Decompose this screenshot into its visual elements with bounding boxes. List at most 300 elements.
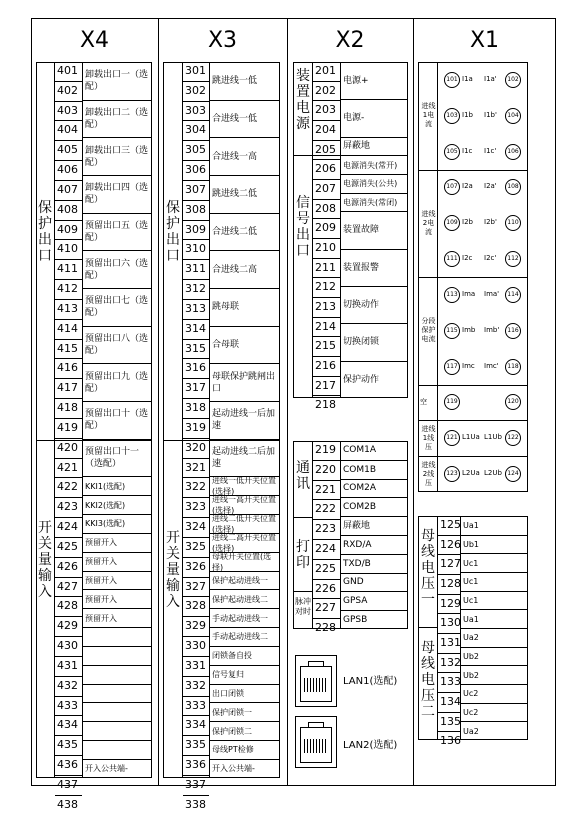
terminal-label: RXD/A [341, 535, 408, 554]
terminal-circle: 106 [505, 144, 521, 160]
terminal-number: 407 [55, 180, 82, 200]
terminal-number: 202 [313, 81, 340, 101]
terminal-number: 404 [55, 120, 82, 140]
terminal-number: 415 [55, 339, 82, 359]
terminal-signal: L1Ua [462, 433, 480, 442]
group-char: 电 [296, 100, 310, 116]
group-char: 关 [166, 546, 180, 562]
terminal-signal: Imb [462, 325, 476, 334]
terminal-number: 421 [55, 458, 82, 478]
terminal-label: COM1B [341, 460, 408, 479]
group-char: 输 [38, 568, 52, 584]
terminal-number: 309 [183, 220, 209, 240]
terminal-label: 电源消失(公共) [341, 174, 408, 193]
terminal-number: 221 [313, 480, 340, 500]
terminal-label: 装置报警 [341, 249, 408, 286]
group-char: 出 [166, 232, 180, 248]
header-x4: X4 [79, 28, 110, 53]
terminal-number: 325 [183, 537, 209, 557]
terminal-label: 合进线二低 [210, 213, 280, 251]
terminal-signal: I1c [462, 146, 473, 155]
terminal-circle: 104 [505, 108, 521, 124]
terminal-circle: 120 [505, 394, 521, 410]
terminal-signal: I1a' [484, 74, 497, 83]
terminal-label: COM1A [343, 445, 377, 456]
terminal-label: 跳进线二低 [210, 175, 280, 213]
terminal-circle: 112 [505, 251, 521, 267]
terminal-number: 318 [183, 398, 209, 418]
terminal-number: 410 [55, 239, 82, 259]
terminal-number: 127 [438, 554, 460, 574]
terminal-label: 母联开关位置(选择) [210, 552, 280, 571]
terminal-number: 322 [183, 477, 209, 497]
terminal-number: 328 [183, 596, 209, 616]
group-char: 出 [38, 232, 52, 248]
terminal-label: 进线二低开关位置(选择) [210, 514, 280, 533]
terminal-number: 210 [313, 238, 340, 258]
terminal-label: 预留出口六（选配） [83, 250, 152, 288]
group-char: 压 [421, 688, 435, 704]
terminal-number: 302 [183, 81, 209, 101]
x2-terminal-numbers-bottom [313, 441, 340, 638]
terminal-number: 401 [57, 64, 78, 77]
terminal-signal: I1b [462, 110, 473, 119]
terminal-label: 合母联 [210, 326, 280, 364]
terminal-label: KKI1(选配) [83, 476, 152, 495]
terminal-circle: 107 [444, 179, 460, 195]
terminal-number: 215 [313, 336, 340, 356]
terminal-number: 432 [55, 676, 82, 696]
terminal-number: 209 [313, 218, 340, 238]
terminal-number: 405 [55, 140, 82, 160]
x2-group-power [295, 68, 311, 132]
terminal-number: 212 [313, 277, 340, 297]
terminal-label: 保护闭锁一 [210, 702, 280, 721]
terminal-circle: 113 [444, 287, 460, 303]
x1-group-label: 进线1电流 [421, 102, 436, 129]
terminal-number: 402 [55, 81, 82, 101]
header-x1: X1 [469, 28, 500, 53]
group-char: 讯 [296, 476, 310, 492]
terminal-number: 417 [55, 378, 82, 398]
x1-group-label: 进线1线压 [421, 424, 436, 451]
terminal-number: 129 [438, 594, 460, 614]
terminal-label: Uc2 [461, 703, 528, 722]
group-char: 线 [421, 656, 435, 672]
group-char: 母 [421, 528, 435, 544]
terminal-number: 204 [313, 120, 340, 140]
terminal-label: Uc2 [461, 684, 528, 703]
group-char: 压 [421, 576, 435, 592]
terminal-signal: I2a [462, 182, 473, 191]
terminal-number: 219 [315, 443, 336, 456]
group-char: 电 [421, 672, 435, 688]
terminal-number: 324 [183, 517, 209, 537]
x2-comm-divider [293, 517, 312, 518]
terminal-signal: L2Ua [462, 469, 480, 478]
group-char: 口 [166, 248, 180, 264]
terminal-number: 331 [183, 656, 209, 676]
terminal-number: 305 [183, 140, 209, 160]
terminal-number: 433 [55, 696, 82, 716]
terminal-label: Ua2 [461, 721, 528, 740]
terminal-number: 336 [183, 755, 209, 775]
terminal-label: 母联保护跳闸出口 [210, 363, 280, 401]
terminal-label-empty [83, 646, 152, 665]
terminal-circle: 121 [444, 430, 460, 446]
terminal-circle: 119 [444, 394, 460, 410]
terminal-circle: 115 [444, 323, 460, 339]
terminal-label: 预留开入 [83, 552, 152, 571]
terminal-signal: I1b' [484, 110, 497, 119]
terminal-label: 预留开入 [83, 608, 152, 627]
terminal-number: 131 [438, 633, 460, 653]
lan2-label: LAN2(选配) [343, 740, 398, 751]
terminal-number: 128 [438, 574, 460, 594]
terminal-label: 预留开入 [83, 533, 152, 552]
x2-group-comm [295, 460, 311, 492]
terminal-label: 出口闭锁 [210, 684, 280, 703]
terminal-number: 327 [183, 577, 209, 597]
group-char: 号 [296, 211, 310, 227]
x4-group-switch-input [37, 520, 53, 600]
column-divider [158, 18, 159, 786]
x2-terminal-numbers-top [313, 62, 340, 415]
x4-terminal-numbers [55, 62, 82, 814]
terminal-label: 预留出口十一（选配） [83, 439, 152, 477]
terminal-label: 电源消失(常开) [341, 155, 408, 174]
terminal-number: 217 [313, 376, 340, 396]
terminal-number: 428 [55, 596, 82, 616]
terminal-number: 312 [183, 279, 209, 299]
terminal-label-empty [83, 665, 152, 684]
terminal-label: Uc1 [461, 591, 528, 610]
terminal-label: 合进线一高 [210, 137, 280, 175]
group-char: 二 [421, 704, 435, 720]
terminal-label: 闭锁备自投 [210, 646, 280, 665]
group-char: 一 [421, 592, 435, 608]
terminal-signal: I2b' [484, 218, 497, 227]
x4-group-protect-out [37, 200, 53, 264]
terminal-label: 跳进线一低 [212, 75, 258, 86]
terminal-number: 337 [183, 775, 209, 795]
terminal-number: 307 [183, 180, 209, 200]
x1-bus-terminal-labels [461, 516, 528, 740]
group-char: 打 [296, 539, 310, 555]
terminal-number: 228 [313, 618, 340, 638]
terminal-label: 保护动作 [341, 361, 408, 398]
x2-group-print [295, 539, 311, 571]
terminal-label: 卸载出口三（选配） [83, 137, 152, 175]
group-char: 出 [296, 227, 310, 243]
group-char: 入 [166, 594, 180, 610]
terminal-number: 311 [183, 259, 209, 279]
terminal-circle: 109 [444, 215, 460, 231]
terminal-label: 进线一低开关位置(选择) [210, 476, 280, 495]
terminal-number: 132 [438, 653, 460, 673]
terminal-number: 320 [183, 438, 209, 458]
terminal-label-empty [83, 740, 152, 759]
terminal-label: 预留出口八（选配） [83, 326, 152, 364]
terminal-number: 308 [183, 200, 209, 220]
terminal-circle: 118 [505, 359, 521, 375]
x1-bus-terminal-numbers [438, 516, 460, 751]
group-char: 量 [38, 552, 52, 568]
terminal-circle: 105 [444, 144, 460, 160]
terminal-number: 313 [183, 299, 209, 319]
group-char: 量 [166, 562, 180, 578]
terminal-label: 开入公共端- [210, 759, 280, 778]
terminal-number: 437 [55, 775, 82, 795]
terminal-number: 438 [55, 795, 82, 814]
terminal-number: 310 [183, 239, 209, 259]
terminal-label: 电源+ [343, 75, 369, 86]
terminal-label: KKI2(选配) [83, 495, 152, 514]
x1-group-bus2 [420, 640, 436, 720]
terminal-label: COM2B [341, 497, 408, 516]
terminal-label: 卸载出口二（选配） [83, 100, 152, 138]
terminal-label: Ua1 [461, 609, 528, 628]
x3-group-protect-out [165, 200, 181, 264]
terminal-number: 419 [55, 418, 82, 438]
terminal-signal: I2c' [484, 254, 497, 263]
terminal-signal: Imc [462, 361, 475, 370]
terminal-signal: Ima' [484, 289, 500, 298]
terminal-circle: 110 [505, 215, 521, 231]
terminal-label-empty [83, 721, 152, 740]
x1-group-label: 分段保护电流 [421, 317, 436, 344]
group-char: 输 [166, 578, 180, 594]
terminal-number: 222 [313, 499, 340, 519]
terminal-label: 卸载出口四（选配） [83, 175, 152, 213]
x2-group-signal-out [295, 195, 311, 259]
terminal-number: 317 [183, 378, 209, 398]
x1-group-label: 进线2电流 [421, 209, 436, 236]
terminal-number: 414 [55, 319, 82, 339]
terminal-signal: L2Ub [484, 469, 502, 478]
terminal-number: 133 [438, 672, 460, 692]
terminal-label-empty [83, 684, 152, 703]
terminal-label: 卸载出口一（选配） [85, 69, 149, 92]
x1-group-bus1 [420, 528, 436, 608]
terminal-label: 预留开入 [83, 589, 152, 608]
terminal-circle: 116 [505, 323, 521, 339]
terminal-label: 预留开入 [83, 571, 152, 590]
terminal-number: 208 [313, 199, 340, 219]
terminal-number: 412 [55, 279, 82, 299]
terminal-number: 306 [183, 160, 209, 180]
terminal-label: 预留出口五（选配） [83, 213, 152, 251]
terminal-number: 323 [183, 497, 209, 517]
terminal-label: 手动起动进线二 [210, 627, 280, 646]
terminal-label: Uc1 [461, 572, 528, 591]
terminal-number: 226 [313, 579, 340, 599]
group-char: 开 [166, 530, 180, 546]
terminal-number: 314 [183, 319, 209, 339]
group-char: 线 [421, 544, 435, 560]
terminal-label: 切换动作 [341, 286, 408, 323]
terminal-number: 301 [185, 64, 206, 77]
terminal-number: 206 [313, 159, 340, 179]
lan2-port [295, 716, 337, 768]
terminal-label: 起动进线一后加速 [210, 401, 280, 439]
terminal-number: 134 [438, 692, 460, 712]
x1-group-divider [418, 385, 528, 386]
terminal-label: Uc1 [461, 553, 528, 572]
terminal-number: 426 [55, 557, 82, 577]
terminal-circle: 114 [505, 287, 521, 303]
terminal-number: 430 [55, 636, 82, 656]
terminal-number: 326 [183, 557, 209, 577]
terminal-number: 425 [55, 537, 82, 557]
terminal-number: 211 [313, 258, 340, 278]
terminal-number: 423 [55, 497, 82, 517]
terminal-label: Ua1 [463, 520, 479, 530]
terminal-label-empty [83, 627, 152, 646]
terminal-circle: 111 [444, 251, 460, 267]
terminal-label: 进线一高开关位置(选择) [210, 495, 280, 514]
x1-group-divider [418, 170, 528, 171]
group-char: 装 [296, 68, 310, 84]
terminal-circle: 103 [444, 108, 460, 124]
terminal-number: 303 [183, 101, 209, 121]
terminal-signal: I1c' [484, 146, 497, 155]
group-char: 脉冲 [295, 597, 311, 606]
terminal-label: 保护闭锁二 [210, 721, 280, 740]
terminal-label: 起动进线二后加速 [210, 439, 280, 477]
terminal-number: 135 [438, 712, 460, 732]
terminal-number: 435 [55, 735, 82, 755]
terminal-number: 223 [313, 519, 340, 539]
terminal-number: 431 [55, 656, 82, 676]
terminal-label: 切换闭锁 [341, 323, 408, 360]
terminal-number: 406 [55, 160, 82, 180]
terminal-signal: I1a [462, 74, 473, 83]
terminal-label: TXD/B [341, 554, 408, 573]
group-char: 印 [296, 555, 310, 571]
x2-terminal-labels-bottom [341, 441, 408, 629]
terminal-label: 进线二高开关位置(选择) [210, 533, 280, 552]
terminal-label: 预留出口九（选配） [83, 363, 152, 401]
terminal-label: 保护起动进线一 [210, 571, 280, 590]
terminal-label: 跳母联 [210, 288, 280, 326]
terminal-number: 203 [313, 100, 340, 120]
terminal-number: 411 [55, 259, 82, 279]
x1-bus-divider [418, 627, 437, 628]
terminal-number: 338 [183, 795, 209, 814]
terminal-number: 418 [55, 398, 82, 418]
terminal-number: 424 [55, 517, 82, 537]
terminal-number: 427 [55, 577, 82, 597]
terminal-number: 332 [183, 676, 209, 696]
terminal-circle: 102 [505, 72, 521, 88]
x3-group-switch-input [165, 530, 181, 610]
terminal-number: 220 [313, 460, 340, 480]
lan1-port [295, 655, 337, 707]
terminal-label: Ub2 [461, 647, 528, 666]
x3-terminal-numbers [183, 62, 209, 814]
terminal-number: 429 [55, 616, 82, 636]
terminal-number: 207 [313, 179, 340, 199]
terminal-number: 436 [55, 755, 82, 775]
terminal-number: 316 [183, 358, 209, 378]
column-divider [413, 18, 414, 786]
terminal-label: 手动起动进线一 [210, 608, 280, 627]
terminal-number: 205 [313, 140, 340, 160]
terminal-label: GPSB [341, 610, 408, 629]
terminal-circle: 101 [444, 72, 460, 88]
terminal-label: 电源消失(常闭) [341, 193, 408, 212]
x1-group-divider [418, 420, 528, 421]
x1-group-divider [418, 456, 528, 457]
terminal-number: 216 [313, 356, 340, 376]
group-char: 母 [421, 640, 435, 656]
terminal-label: 预留出口十（选配） [83, 401, 152, 439]
terminal-circle: 122 [505, 430, 521, 446]
terminal-number: 330 [183, 636, 209, 656]
terminal-number: 201 [315, 64, 336, 77]
terminal-number: 408 [55, 200, 82, 220]
terminal-number: 416 [55, 358, 82, 378]
group-char: 对时 [295, 607, 311, 616]
terminal-number: 214 [313, 317, 340, 337]
terminal-label: 母线PT检修 [210, 740, 280, 759]
terminal-number: 225 [313, 559, 340, 579]
terminal-label-empty [83, 702, 152, 721]
terminal-label: 开入公共端- [83, 759, 152, 778]
group-char: 置 [296, 84, 310, 100]
header-x2: X2 [335, 28, 365, 53]
terminal-number: 304 [183, 120, 209, 140]
terminal-label: 预留出口七（选配） [83, 288, 152, 326]
x2-terminal-labels-top [341, 62, 408, 398]
terminal-number: 224 [313, 539, 340, 559]
terminal-circle: 117 [444, 359, 460, 375]
terminal-signal: Imb' [484, 325, 500, 334]
group-char: 口 [296, 243, 310, 259]
group-char: 保 [38, 200, 52, 216]
terminal-signal: I2b [462, 218, 473, 227]
terminal-circle: 108 [505, 179, 521, 195]
group-char: 源 [296, 116, 310, 132]
group-char: 电 [421, 560, 435, 576]
terminal-label: Ua2 [461, 628, 528, 647]
terminal-number: 315 [183, 339, 209, 359]
terminal-number: 409 [55, 220, 82, 240]
terminal-label: COM2A [341, 479, 408, 498]
group-char: 口 [38, 248, 52, 264]
lan1-label: LAN1(选配) [343, 676, 398, 687]
terminal-signal: L1Ub [484, 433, 502, 442]
terminal-number: 420 [55, 438, 82, 458]
column-divider [287, 18, 288, 786]
terminal-label: Ub2 [461, 665, 528, 684]
terminal-number: 422 [55, 477, 82, 497]
terminal-number: 334 [183, 715, 209, 735]
terminal-label: 合进线一低 [210, 100, 280, 138]
terminal-number: 335 [183, 735, 209, 755]
group-char: 开 [38, 520, 52, 536]
terminal-signal: Ima [462, 289, 476, 298]
terminal-number: 329 [183, 616, 209, 636]
terminal-signal: I2c [462, 254, 473, 263]
x2-print-divider [293, 591, 312, 592]
terminal-label: 电源- [341, 99, 408, 136]
terminal-number: 321 [183, 458, 209, 478]
x2-group-pulse [293, 597, 313, 617]
terminal-number: 125 [440, 518, 461, 531]
terminal-number: 413 [55, 299, 82, 319]
